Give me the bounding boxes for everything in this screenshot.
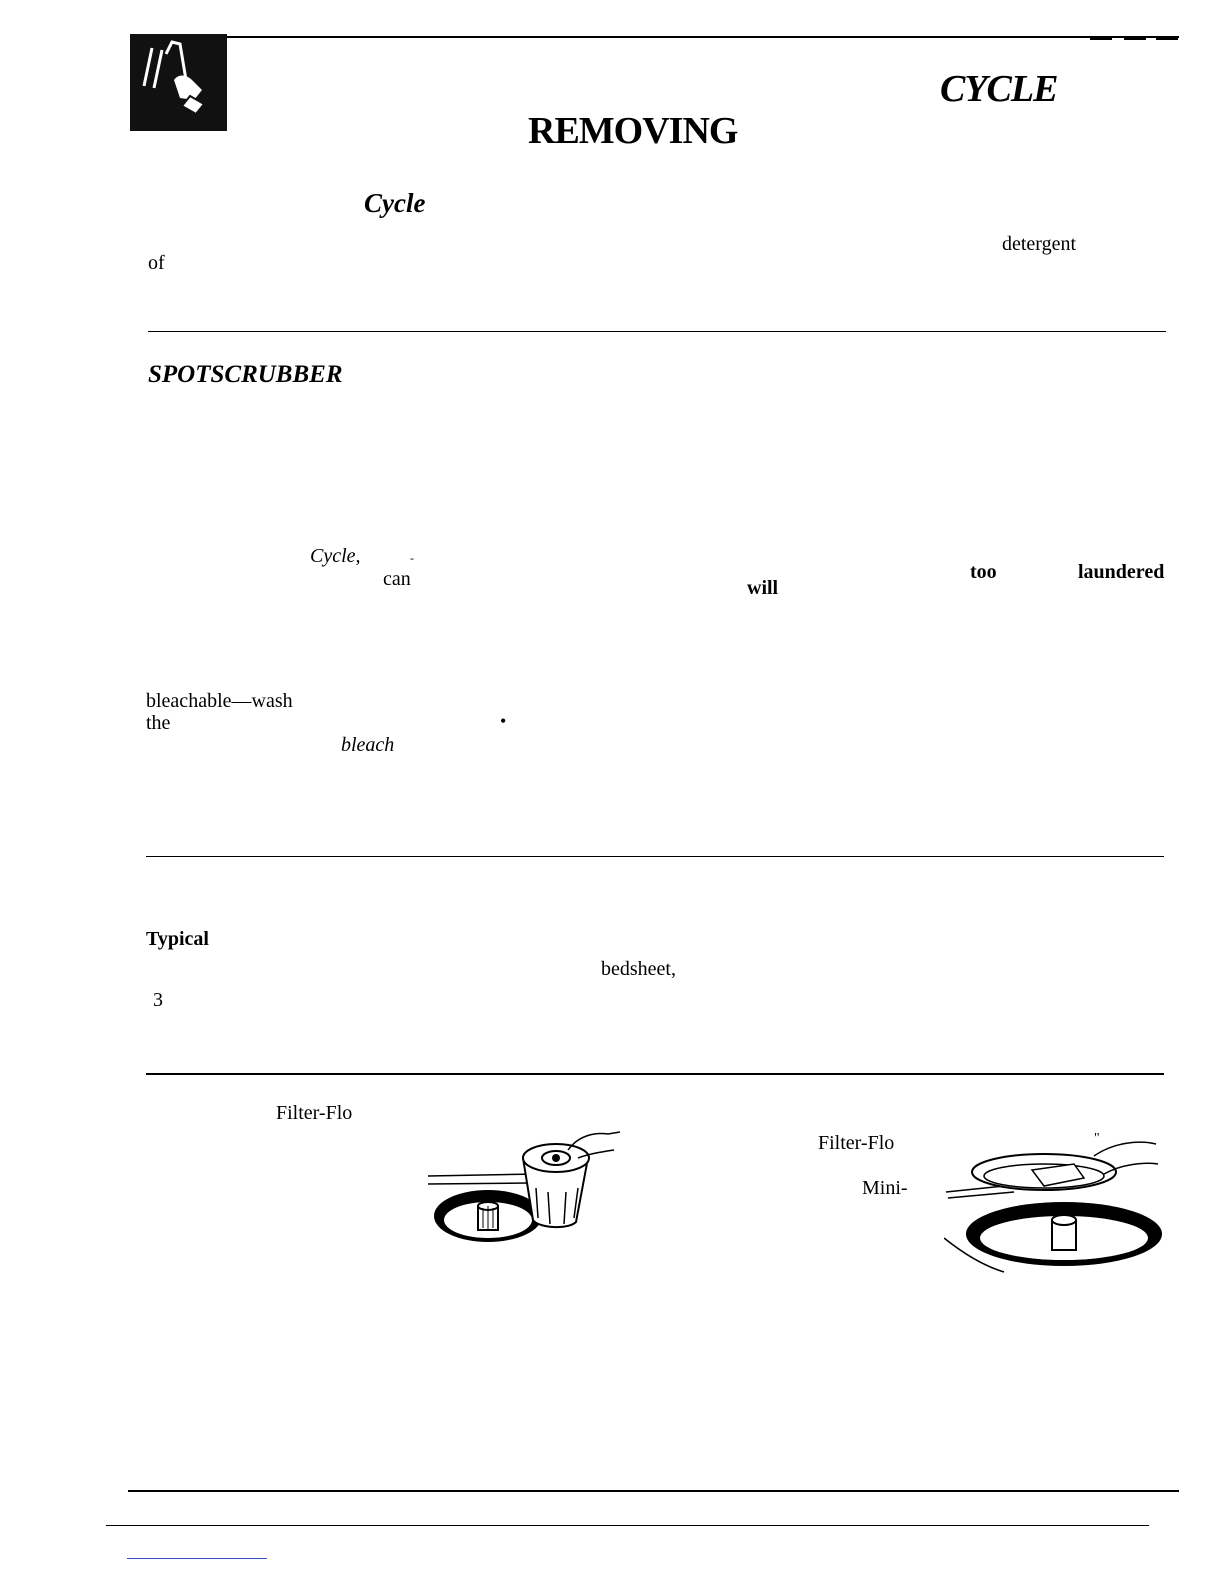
section2-will: will — [747, 577, 779, 599]
header-dash-2 — [1124, 38, 1146, 40]
section2-can: can — [383, 568, 411, 590]
footer-link-underline — [127, 1558, 267, 1559]
section2-cycle: Cycle, — [310, 545, 361, 567]
section1-heading: Cycle — [364, 188, 426, 218]
header-dash-3 — [1156, 38, 1178, 40]
section2-laundered: laundered — [1078, 561, 1165, 583]
section4-filterflo-left: Filter-Flo — [276, 1102, 353, 1124]
hand-press-icon — [130, 34, 227, 131]
section3-heading: Typical — [146, 928, 209, 950]
divider-2 — [146, 856, 1164, 857]
header-dash-1 — [1090, 38, 1112, 40]
section1-of: of — [148, 252, 165, 274]
section2-bleachable: bleachable—wash — [146, 690, 293, 712]
divider-3 — [146, 1073, 1164, 1075]
section2-too: too — [970, 561, 997, 583]
section2-bleach: bleach — [341, 734, 395, 756]
section2-bullet: • — [500, 711, 507, 731]
filter-removal-illustration — [428, 1128, 628, 1243]
section2-dash: - — [410, 551, 414, 565]
section3-bedsheet: bedsheet, — [601, 958, 676, 980]
title-cycle: CYCLE — [940, 68, 1058, 110]
footer-rule-1 — [128, 1490, 1179, 1492]
mini-basket-illustration — [944, 1131, 1164, 1274]
section3-number: 3 — [153, 989, 163, 1011]
title-removing: REMOVING — [528, 110, 738, 152]
divider-1 — [148, 331, 1166, 332]
footer-rule-2 — [106, 1525, 1149, 1526]
section4-filterflo-right: Filter-Flo — [818, 1132, 895, 1154]
section1-detergent: detergent — [1002, 233, 1077, 255]
section4-mark: " — [1094, 1131, 1100, 1146]
section2-the: the — [146, 712, 171, 734]
section2-heading: SPOTSCRUBBER — [148, 361, 343, 388]
section4-mini: Mini- — [862, 1177, 908, 1199]
header-rule — [227, 36, 1179, 38]
